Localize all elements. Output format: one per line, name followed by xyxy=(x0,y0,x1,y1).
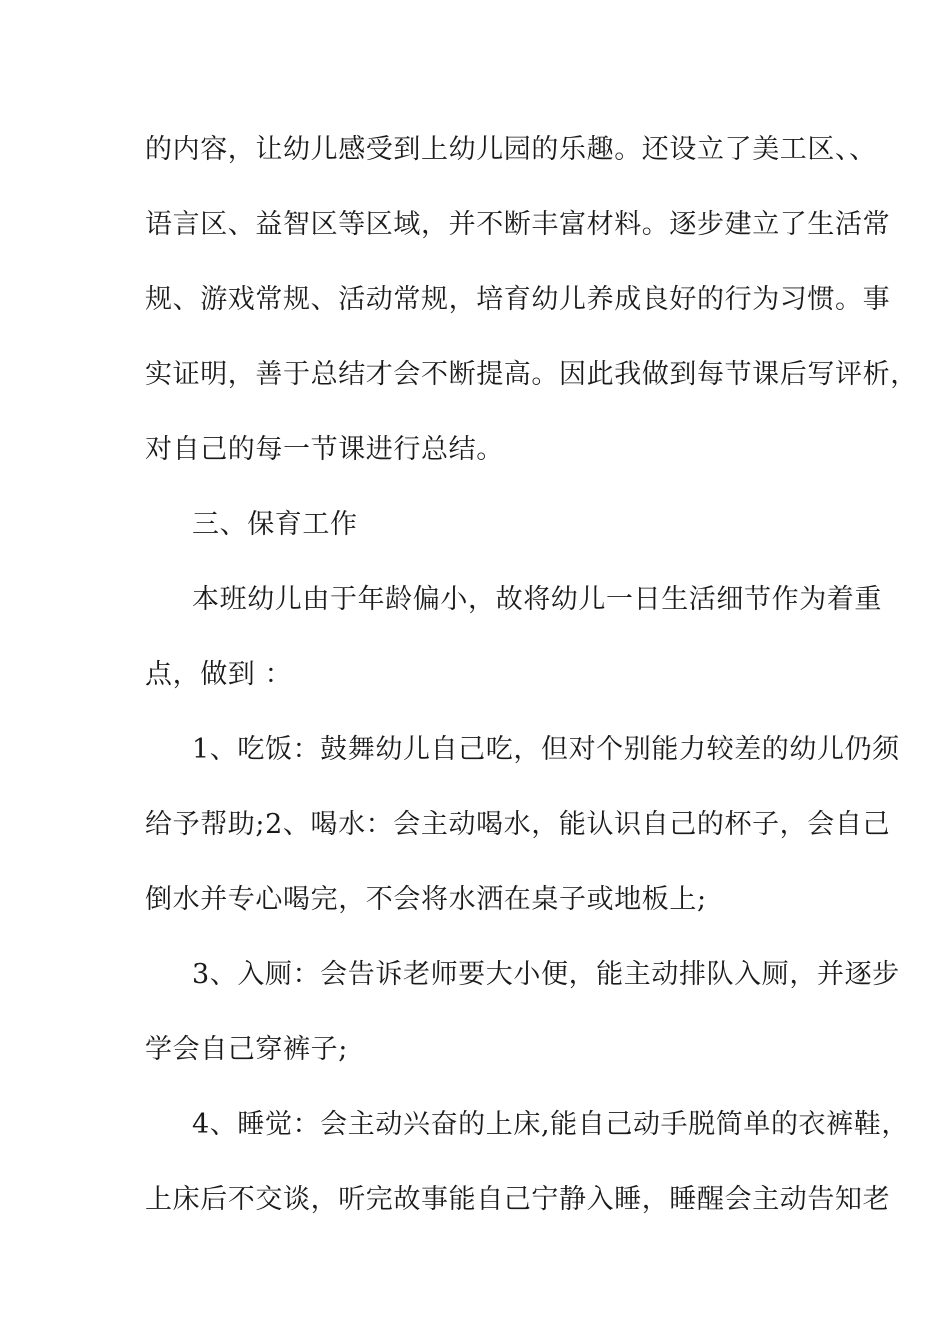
paragraph-line: 实证明，善于总结才会不断提高。因此我做到每节课后写评析， xyxy=(145,359,918,390)
paragraph-line: 的内容，让幼儿感受到上幼儿园的乐趣。还设立了美工区、、 xyxy=(145,134,877,165)
section-heading: 三、保育工作 xyxy=(192,509,358,540)
paragraph-line: 对自己的每一节课进行总结。 xyxy=(145,434,504,465)
list-item-line: 倒水并专心喝完，不会将水洒在桌子或地板上; xyxy=(145,884,707,915)
list-item-line: 给予帮助;2、喝水：会主动喝水，能认识自己的杯子，会自己 xyxy=(145,809,891,840)
list-item-line: 上床后不交谈，听完故事能自己宁静入睡，睡醒会主动告知老 xyxy=(145,1184,891,1215)
list-item-line: 4、睡觉：会主动兴奋的上床,能自己动手脱简单的衣裤鞋， xyxy=(192,1109,909,1140)
list-item-line: 1、吃饭：鼓舞幼儿自己吃，但对个别能力较差的幼儿仍须 xyxy=(192,734,900,765)
paragraph-line: 点，做到 ： xyxy=(145,659,293,690)
paragraph-line: 语言区、益智区等区域，并不断丰富材料。逐步建立了生活常 xyxy=(145,209,891,240)
paragraph-line: 本班幼儿由于年龄偏小，故将幼儿一日生活细节作为着重 xyxy=(192,584,882,615)
list-item-line: 学会自己穿裤子; xyxy=(145,1034,348,1065)
paragraph-line: 规、游戏常规、活动常规，培育幼儿养成良好的行为习惯。事 xyxy=(145,284,891,315)
list-item-line: 3、入厕：会告诉老师要大小便，能主动排队入厕，并逐步 xyxy=(192,959,900,990)
